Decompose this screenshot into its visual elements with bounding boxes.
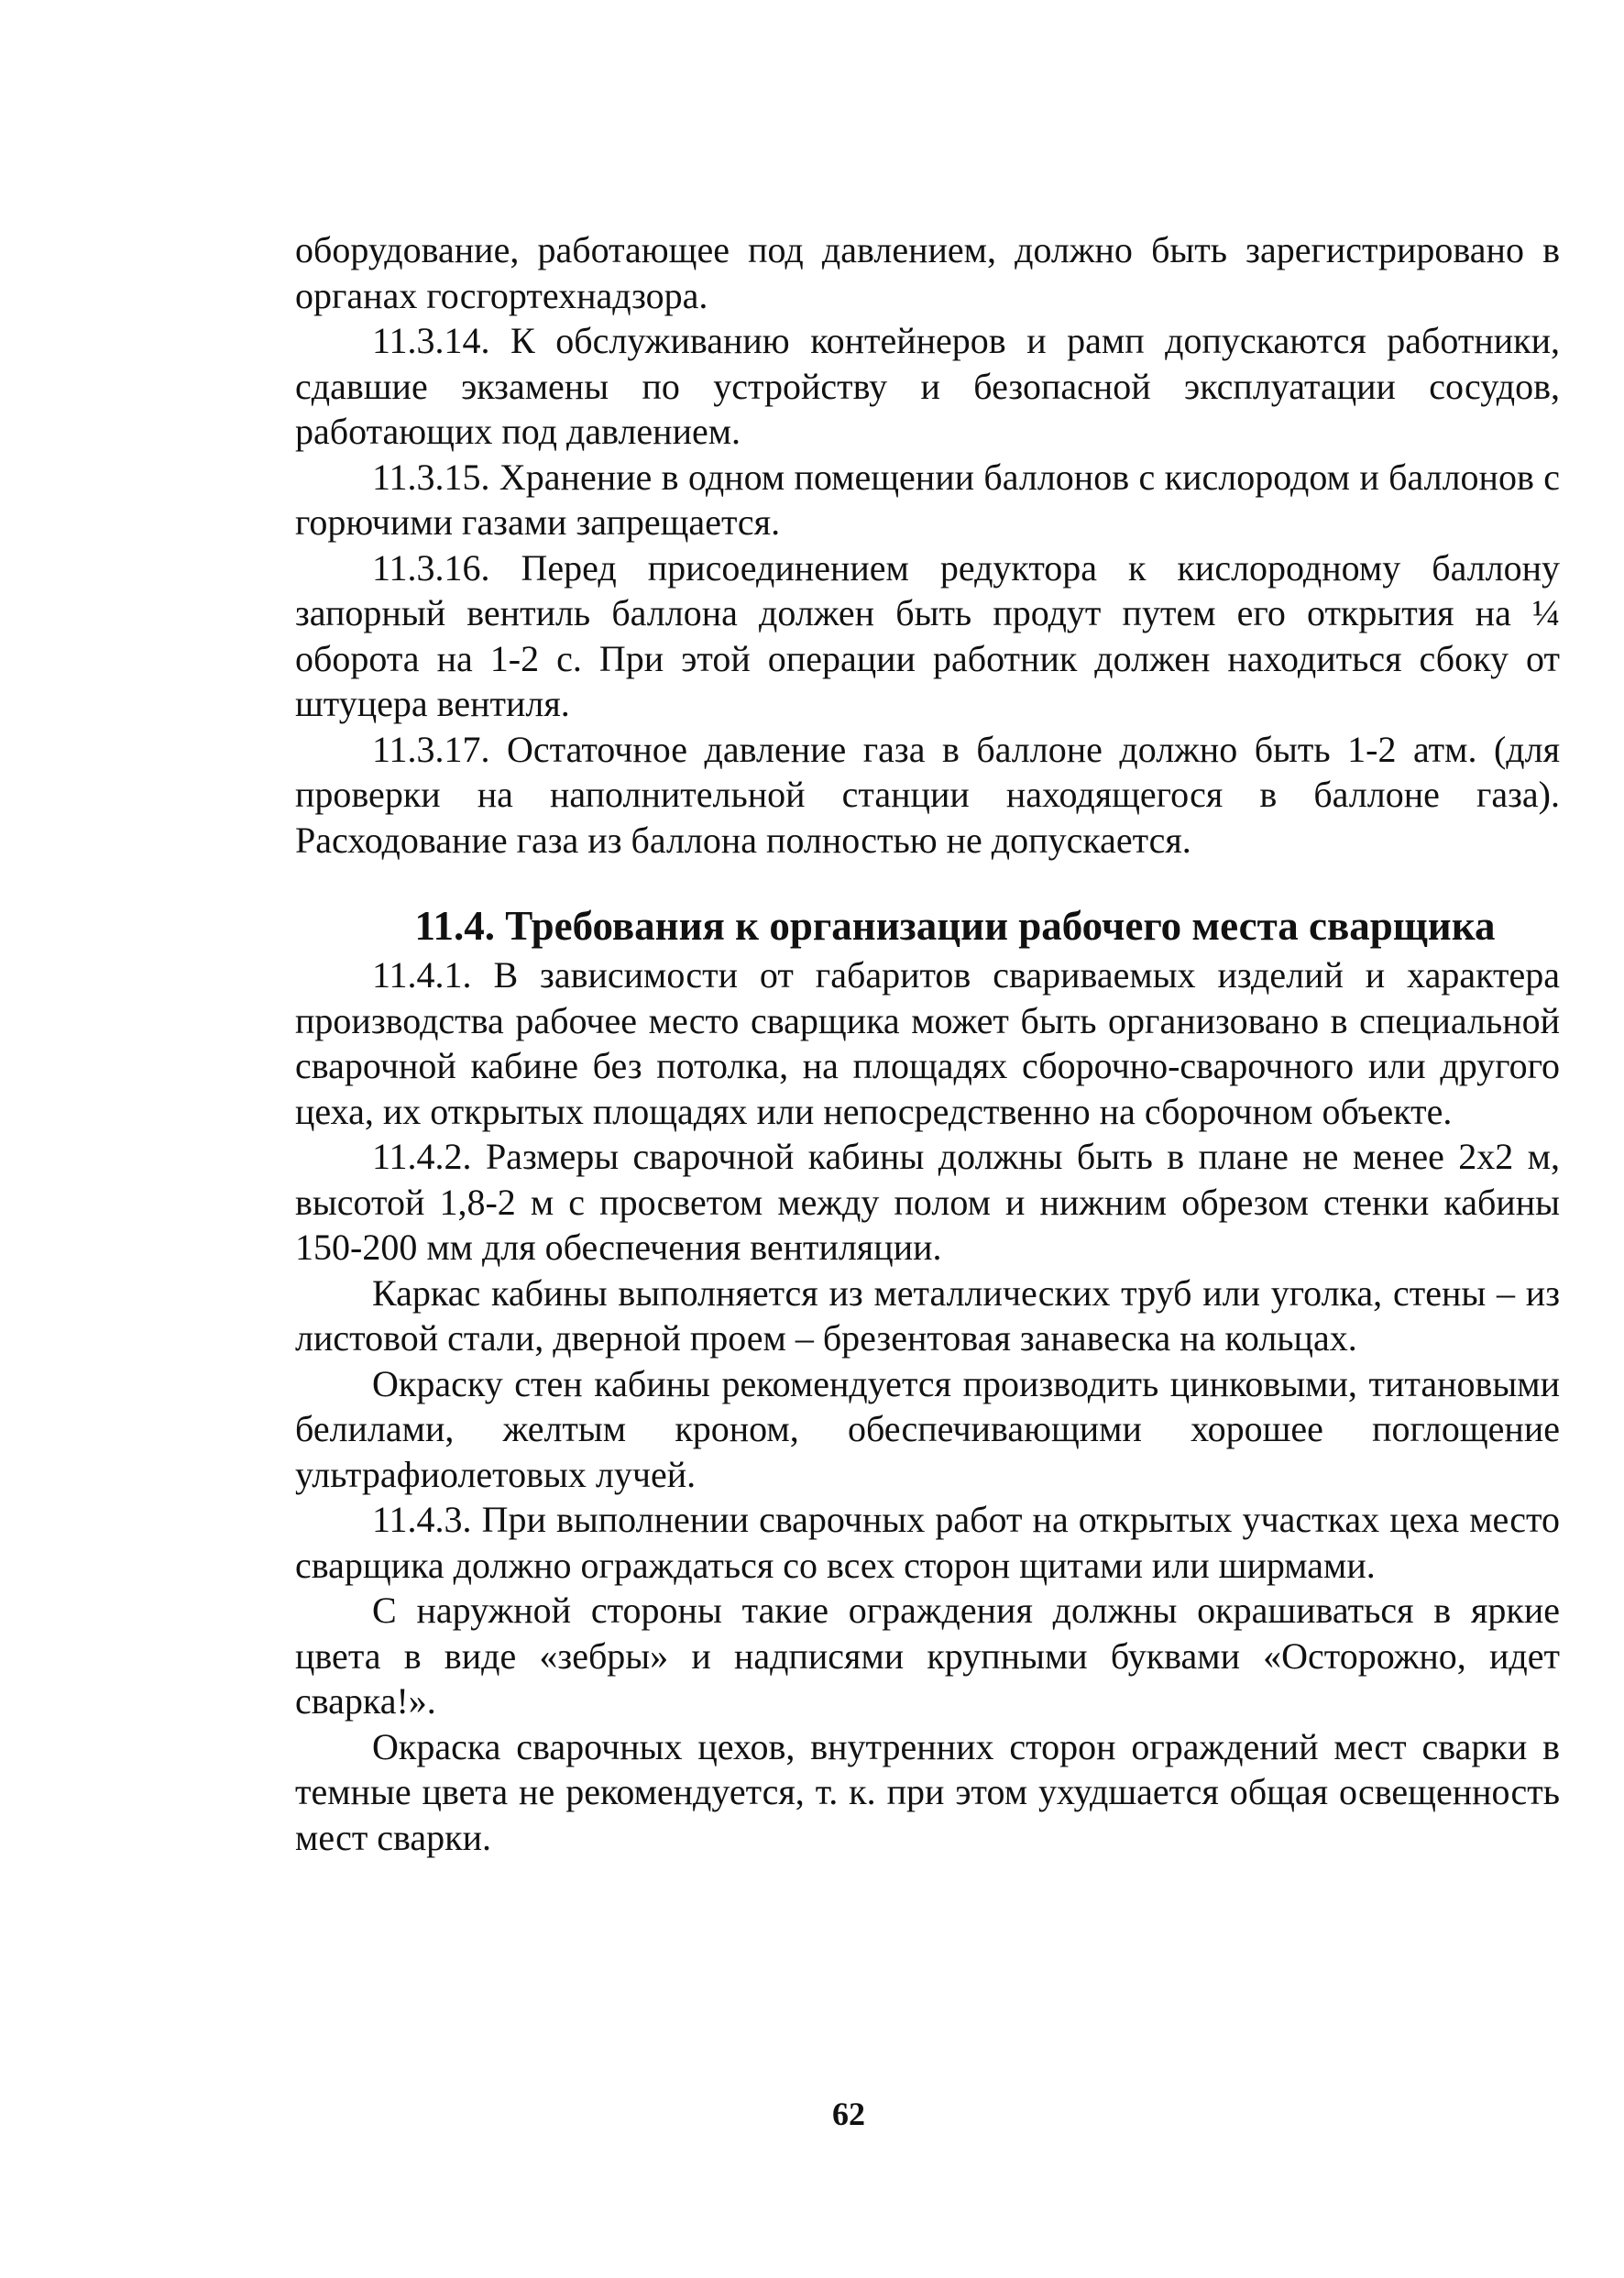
paragraph-cabin-frame: Каркас кабины выполняется из металлических труб или уголка, стены – из листовой стали, дверной проем – брезентовая занавеска на кольцах. [295, 1271, 1560, 1359]
paragraph-11-4-3: 11.4.3. При выполнении сварочных работ на открытых участках цеха место сварщика должно ограждаться со всех сторон щитами или ширмами. [295, 1499, 1560, 1586]
paragraph-11-4-2: 11.4.2. Размеры сварочной кабины должны быть в плане не менее 2х2 м, высотой 1,8-2 м с просветом между полом и нижним обрезом стенки кабины 150-200 мм для обеспечения вентиляции. [295, 1136, 1560, 1268]
paragraph-11-4-1: 11.4.1. В зависимости от габаритов свариваемых изделий и характера производства рабочее место сварщика может быть организовано в специальной сварочной кабине без потолка, на площадях сборочно-сварочного или другого цеха, их открытых площадях или непосредственно на сборочном объекте. [295, 954, 1560, 1132]
paragraph-continuation: оборудование, работающее под давлением, должно быть зарегистрировано в органах госгортехнадзора. [295, 229, 1560, 316]
paragraph-11-3-16: 11.3.16. Перед присоединением редуктора к кислородному баллону запорный вентиль баллона должен быть продут путем его открытия на ¼ оборота на 1-2 с. При этой операции работник должен находиться сбоку от штуцера вентиля. [295, 546, 1560, 724]
body-text [295, 227, 1560, 1860]
paragraph-zebra-marking: С наружной стороны такие ограждения должны окрашиваться в яркие цвета в виде «зебры» и надписями крупными буквами «Осторожно, идет сварка!». [295, 1590, 1560, 1722]
section-heading-11-4: 11.4. Требования к организации рабочего места сварщика [414, 903, 1496, 949]
paragraph-11-3-17: 11.3.17. Остаточное давление газа в баллоне должно быть 1-2 атм. (для проверки на наполнительной станции находящегося в баллоне газа). Расходование газа из баллона полностью не допускается. [295, 728, 1560, 861]
paragraph-11-3-14: 11.3.14. К обслуживанию контейнеров и рамп допускаются работники, сдавшие экзамены по устройству и безопасной эксплуатации сосудов, работающих под давлением. [295, 320, 1560, 452]
paragraph-11-3-15: 11.3.15. Хранение в одном помещении баллонов с кислородом и баллонов с горючими газами запрещается. [295, 456, 1560, 543]
paragraph-wall-paint: Окраску стен кабины рекомендуется производить цинковыми, титановыми белилами, желтым кроном, обеспечивающими хорошее поглощение ультрафиолетовых лучей. [295, 1362, 1560, 1495]
page-number: 62 [832, 2096, 865, 2132]
paragraph-dark-colors: Окраска сварочных цехов, внутренних сторон ограждений мест сварки в темные цвета не рекомендуется, т. к. при этом ухудшается общая освещенность мест сварки. [295, 1725, 1560, 1858]
